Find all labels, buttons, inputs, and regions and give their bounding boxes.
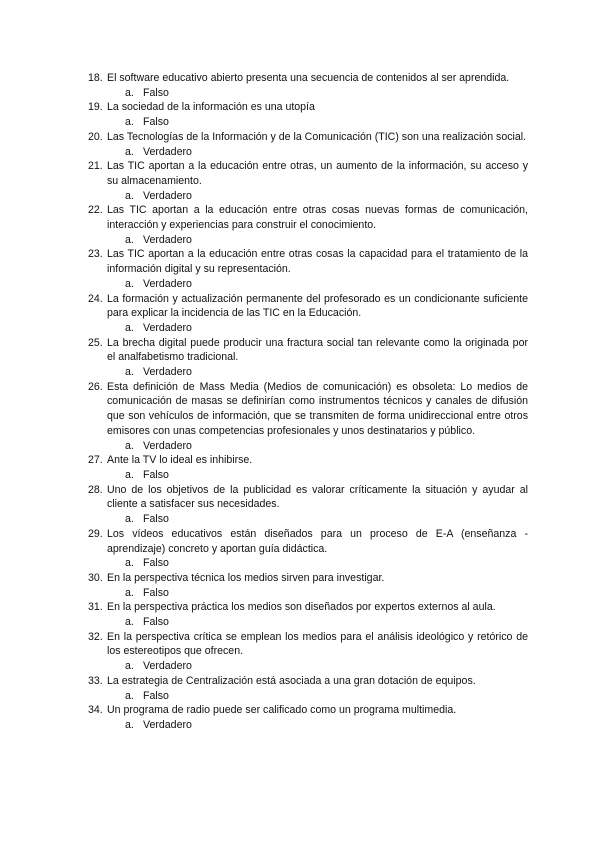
answer-value: Verdadero (143, 189, 192, 202)
question-text: Los vídeos educativos están diseñados para un proceso de E-A (enseñanza - aprendizaje) concreto y aportan guía didáctica. (107, 527, 528, 555)
answer-letter: a. (125, 145, 134, 158)
question-item (88, 483, 528, 527)
question-text: En la perspectiva práctica los medios son diseñados por expertos externos al aula. (107, 601, 496, 614)
answer-value: Verdadero (143, 718, 192, 731)
answer-letter: a. (125, 468, 134, 481)
question-text: Las TIC aportan a la educación entre otras cosas la capacidad para el tratamiento de la información digital y su representación. (107, 248, 528, 276)
question-number: 18. (88, 72, 103, 84)
answer-line (107, 145, 528, 160)
answer-line (107, 365, 528, 380)
question-item (88, 247, 528, 291)
question-text: La sociedad de la información es una utopía (107, 101, 315, 114)
question-text: La brecha digital puede producir una fractura social tan relevante como la originada por el analfabetismo tradicional. (107, 336, 528, 364)
question-number: 19. (88, 101, 103, 114)
question-number: 20. (88, 130, 103, 143)
answer-value: Falso (143, 86, 169, 99)
question-item (88, 703, 528, 732)
question-text: Esta definición de Mass Media (Medios de comunicación) es obsoleta: Lo medios de comunicación de masas se definirían como instrumentos técnicos y canales de difusión que son vehículos de información, que se transmiten de forma unidireccional entre otros emisores con unas competencias profesionales y unos destinatarios y público. (107, 380, 528, 437)
answer-line (107, 115, 528, 130)
answer-letter: a. (125, 689, 134, 702)
answer-line (107, 689, 528, 704)
answer-line (107, 512, 528, 527)
answer-letter: a. (125, 660, 134, 673)
question-text: En la perspectiva crítica se emplean los medios para el análisis ideológico y retórico de los estereotipos que ofrecen. (107, 630, 528, 658)
question-item (88, 336, 528, 380)
question-number: 25. (88, 336, 103, 349)
question-number: 32. (88, 630, 103, 643)
question-number: 29. (88, 527, 103, 540)
question-text: Un programa de radio puede ser calificado como un programa multimedia. (107, 704, 457, 717)
answer-value: Falso (143, 586, 169, 599)
answer-value: Verdadero (143, 660, 192, 673)
question-list (88, 71, 528, 733)
question-item (88, 630, 528, 674)
answer-letter: a. (125, 557, 134, 570)
answer-value: Verdadero (143, 366, 192, 379)
question-item (88, 130, 528, 159)
answer-line (107, 556, 528, 571)
answer-value: Verdadero (143, 277, 192, 290)
answer-value: Falso (143, 689, 169, 702)
answer-value: Falso (143, 116, 169, 129)
answer-letter: a. (125, 616, 134, 629)
question-item (88, 100, 528, 129)
answer-line (107, 659, 528, 674)
answer-value: Falso (143, 468, 169, 481)
question-number: 23. (88, 248, 103, 261)
answer-value: Verdadero (143, 145, 192, 158)
question-number: 27. (88, 454, 103, 467)
question-text: Las TIC aportan a la educación entre otras cosas nuevas formas de comunicación, interacción y experiencias para construir el conocimiento. (107, 204, 528, 232)
answer-line (107, 233, 528, 248)
question-item (88, 71, 528, 100)
answer-letter: a. (125, 718, 134, 731)
answer-letter: a. (125, 116, 134, 129)
question-text: La estrategia de Centralización está asociada a una gran dotación de equipos. (107, 674, 476, 687)
question-item (88, 380, 528, 454)
question-number: 22. (88, 204, 103, 217)
answer-value: Falso (143, 513, 169, 526)
answer-letter: a. (125, 277, 134, 290)
question-text: La formación y actualización permanente del profesorado es un condicionante suficiente para explicar la incidencia de las TIC en la Educación. (107, 292, 528, 320)
question-number: 24. (88, 292, 103, 305)
answer-letter: a. (125, 513, 134, 526)
answer-value: Falso (143, 616, 169, 629)
answer-line (107, 277, 528, 292)
question-number: 28. (88, 483, 103, 496)
answer-letter: a. (125, 86, 134, 99)
question-number: 26. (88, 380, 103, 393)
answer-letter: a. (125, 321, 134, 334)
answer-line (107, 718, 528, 733)
answer-line (107, 468, 528, 483)
question-number: 33. (88, 674, 103, 687)
answer-letter: a. (125, 586, 134, 599)
question-text: Las TIC aportan a la educación entre otras, un aumento de la información, su acceso y su almacenamiento. (107, 160, 528, 187)
question-item (88, 203, 528, 247)
question-number: 30. (88, 571, 103, 584)
question-item (88, 674, 528, 703)
question-item (88, 453, 528, 482)
question-item (88, 527, 528, 571)
answer-line (107, 439, 528, 454)
answer-value: Verdadero (143, 321, 192, 334)
answer-value: Verdadero (143, 233, 192, 246)
answer-line (107, 615, 528, 630)
question-text: En la perspectiva técnica los medios sirven para investigar. (107, 571, 385, 584)
answer-value: Verdadero (143, 439, 192, 452)
answer-line (107, 586, 528, 601)
question-text: Las Tecnologías de la Información y de la Comunicación (TIC) son una realización social. (107, 130, 527, 143)
question-text: Uno de los objetivos de la publicidad es valorar críticamente la situación y ayudar al cliente a satisfacer sus necesidades. (107, 483, 528, 511)
answer-letter: a. (125, 233, 134, 246)
answer-value: Falso (143, 557, 169, 570)
answer-line (107, 86, 528, 101)
question-text: Ante la TV lo ideal es inhibirse. (107, 454, 253, 467)
answer-line (107, 189, 528, 204)
question-item (88, 159, 528, 203)
question-item (88, 600, 528, 629)
question-number: 34. (88, 704, 103, 717)
question-number: 21. (88, 160, 103, 173)
answer-line (107, 321, 528, 336)
question-number: 31. (88, 601, 103, 614)
answer-letter: a. (125, 189, 134, 202)
answer-letter: a. (125, 366, 134, 379)
question-item (88, 292, 528, 336)
question-item (88, 571, 528, 600)
answer-letter: a. (125, 439, 134, 452)
question-text: El software educativo abierto presenta una secuencia de contenidos al ser aprendida. (107, 72, 510, 84)
